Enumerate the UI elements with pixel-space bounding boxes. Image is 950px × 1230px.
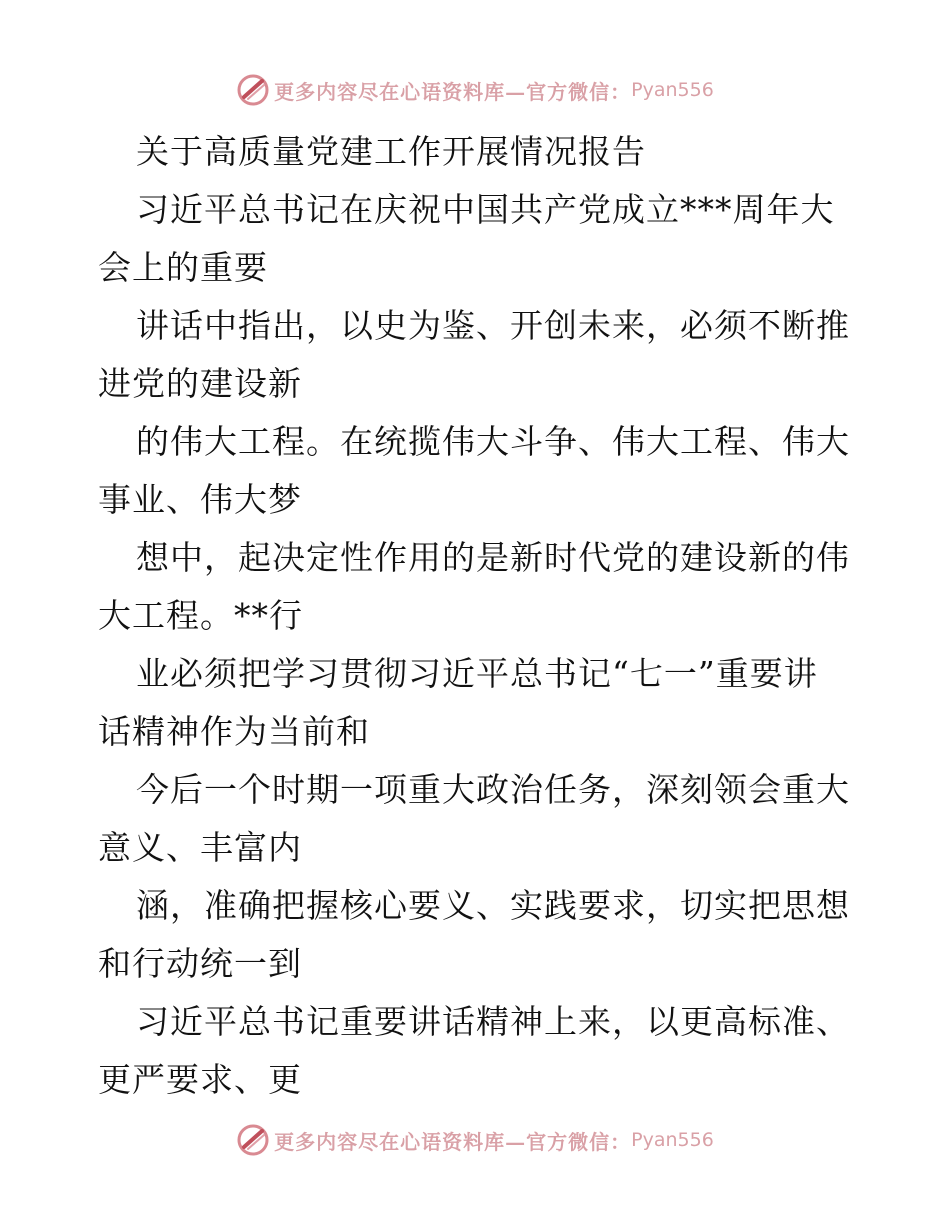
text-line: 更严要求、更 <box>98 1060 302 1099</box>
watermark-logo-icon <box>236 73 270 107</box>
text-line: 讲话中指出，以史为鉴、开创未来，必须不断推 <box>136 306 850 345</box>
text-line: 事业、伟大梦 <box>98 480 302 519</box>
text-line: 习近平总书记在庆祝中国共产党成立***周年大 <box>136 190 835 229</box>
watermark-wechat-id: Pyan556 <box>631 79 714 101</box>
text-line: 想中，起决定性作用的是新时代党的建设新的伟 <box>136 538 850 577</box>
text-line: 的伟大工程。在统揽伟大斗争、伟大工程、伟大 <box>136 422 850 461</box>
text-line: 涵，准确把握核心要义、实践要求，切实把思想 <box>136 886 850 925</box>
watermark-wechat-id: Pyan556 <box>631 1129 714 1151</box>
header-watermark <box>0 70 950 110</box>
text-line: 会上的重要 <box>98 248 268 287</box>
watermark-text: 更多内容尽在心语资料库—官方微信： <box>274 79 632 104</box>
text-line: 话精神作为当前和 <box>98 712 370 751</box>
footer-watermark <box>0 1120 950 1160</box>
text-line: 大工程。**行 <box>98 596 303 635</box>
text-line: 习近平总书记重要讲话精神上来，以更高标准、 <box>136 1002 850 1041</box>
text-line: 和行动统一到 <box>98 944 302 983</box>
document-body <box>98 123 858 1109</box>
text-line: 进党的建设新 <box>98 364 302 403</box>
text-line: 业必须把学习贯彻习近平总书记“七一”重要讲 <box>136 654 818 693</box>
text-line: 今后一个时期一项重大政治任务，深刻领会重大 <box>136 770 850 809</box>
watermark-logo-icon <box>236 1123 270 1157</box>
document-title: 关于高质量党建工作开展情况报告 <box>136 132 646 171</box>
text-line: 意义、丰富内 <box>98 828 302 867</box>
watermark-text: 更多内容尽在心语资料库—官方微信： <box>274 1129 632 1154</box>
